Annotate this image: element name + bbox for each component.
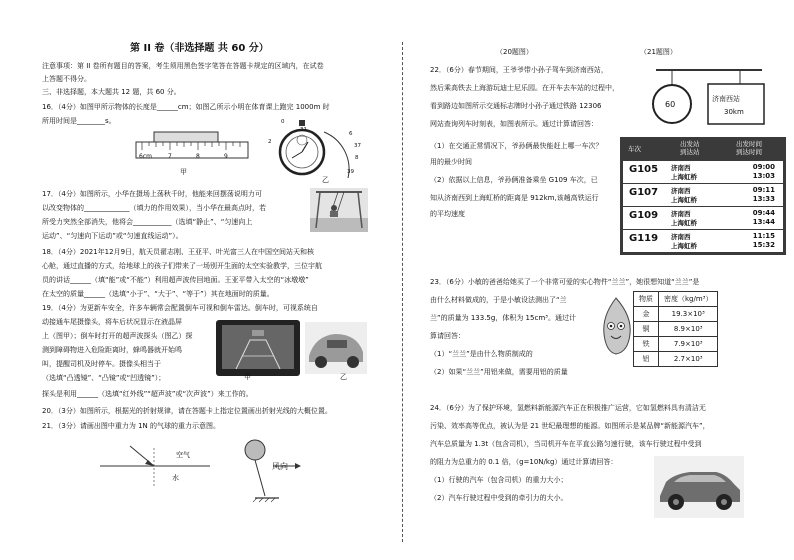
fig20-caption: （20题图） — [496, 48, 533, 56]
q17-line-3: 所受力突然全部消失，他将会___________（选填“静止”、“匀速向上 — [42, 218, 253, 226]
q22-line-3: 看到路边如图所示交通标志牌时小孙子通过铁路 12306 — [430, 102, 602, 110]
section-three: 三、非选择题，本大题共 12 题，共 60 分。 — [42, 88, 181, 96]
fig-label-yi: 乙 — [322, 176, 329, 184]
q23-line-4: 算请回答： — [430, 332, 465, 340]
q22-line-1: 22．（6分）春节期间，王爷爷带小孙子驾车到济南西站， — [430, 66, 608, 74]
fig21-caption: （21题图） — [640, 48, 677, 56]
q16-line-2: 所用时间是________s。 — [42, 117, 116, 125]
ruler-tick-6cm: 6cm — [139, 153, 152, 160]
q21-text: 21．（3分）请画出图中重力为 1N 的气球的重力示意图。 — [42, 422, 221, 430]
ruler-tick-8: 8 — [196, 153, 200, 160]
ruler-tick-9: 9 — [224, 153, 228, 160]
speed-limit: 60 — [665, 100, 676, 109]
dep-time: 09:00 — [752, 163, 775, 171]
rear-camera-photo — [216, 320, 300, 376]
train-code: G107 — [629, 187, 659, 198]
q19-line-5: 叫，提醒司机及时停车。摄像头相当于 — [42, 360, 161, 368]
to-station: 上海虹桥 — [671, 196, 697, 204]
suv-photo — [654, 456, 744, 518]
to-station: 上海虹桥 — [671, 219, 697, 227]
q17-line-2: 以改变物体的_____________（填力的作用效果），当小华在最高点时，若 — [42, 204, 266, 212]
train-timetable — [620, 137, 786, 255]
train-row[interactable] — [623, 230, 783, 252]
lanlan-mascot — [598, 296, 634, 358]
q22-line-4: 网站查询列车时刻表，如图表所示。通过计算请回答： — [430, 120, 598, 128]
density-table — [633, 291, 718, 367]
q18-line-2: 心舱，通过直播的方式，给地球上的孩子们带来了一场别开生面的太空实验教学，三位宇航 — [42, 262, 322, 270]
q19-line-7: 探头是利用______（选填“红外线”“超声波”或“次声波”）来工作的。 — [42, 390, 253, 398]
q23-line-2: 由什么材料做成的，于是小敏设法测出了“兰 — [430, 296, 567, 304]
q18-line-4: 在太空的质量______（选填“小于”、“大于”、“等于”）其在地面时的质量。 — [42, 290, 274, 298]
column-divider — [402, 42, 403, 542]
q19-line-6: （选填“凸透镜”、“凸镜”或“凹透镜”）； — [42, 374, 166, 382]
train-code: G109 — [629, 210, 659, 221]
from-station: 济南西 — [671, 164, 691, 172]
dens-value: 19.3×10³ — [659, 307, 718, 322]
q23-line-1: 23．（6分）小敏的爸爸给她买了一个非常可爱的实心物件“兰兰”，她很想知道“兰兰”是 — [430, 278, 700, 286]
to-station: 上海虹桥 — [671, 173, 697, 181]
dens-substance: 金 — [634, 307, 659, 322]
q18-line-3: 员的讲话______（填“能”或“不能”）利用超声波传回地面。王亚平带入太空的“冰墩墩” — [42, 276, 309, 284]
q19-line-2: 动接通车尾摄像头，将车后状况显示在液晶屏 — [42, 318, 182, 326]
train-row[interactable] — [623, 184, 783, 206]
small-label-yi: 乙 — [340, 373, 347, 381]
arr-time: 15:32 — [752, 241, 775, 249]
q23-1: （1）“兰兰”是由什么物质制成的 — [430, 350, 533, 358]
balloon-figure — [235, 436, 305, 506]
q20-text: 20．（3分）如图所示，根据光的折射规律，请在答题卡上指定位置画出折射光线的大概位置。 — [42, 407, 332, 415]
wind-label: 风向 — [272, 462, 288, 471]
watch-num-37: 37 — [354, 143, 361, 149]
q22-line-2: 然后乘高铁去上海游玩迪士尼乐园。在开车去车站的过程中， — [430, 84, 619, 92]
q24-1: （1）行驶的汽车（包含司机）的重力大小； — [430, 476, 568, 484]
dep-time: 11:15 — [752, 232, 775, 240]
section-title: 第 II 卷（非选择题 共 60 分） — [130, 43, 269, 54]
q22-2-line-1: （2）依据以上信息，爷孙俩准备乘坐 G109 车次，已 — [430, 176, 598, 184]
dens-header-substance: 物质 — [634, 292, 659, 307]
q22-2-line-2: 知从济南西到上海虹桥的距离是 912km,该趟高铁运行 — [430, 194, 599, 202]
arr-time: 13:03 — [752, 172, 775, 180]
sign-distance: 30km — [724, 108, 744, 116]
refraction-figure — [100, 440, 210, 500]
dens-substance: 铜 — [634, 322, 659, 337]
water-label: 水 — [172, 474, 179, 482]
q24-line-2: 污染、效率高等优点，被认为是 21 世纪最理想的能源。如图所示是某品牌“新能源汽车”， — [430, 422, 710, 430]
from-station: 济南西 — [671, 210, 691, 218]
dens-value: 8.9×10³ — [659, 322, 718, 337]
watch-num-8: 8 — [355, 155, 359, 161]
q23-2: （2）如果“兰兰”用铝来做，需要用铝的质量 — [430, 368, 568, 376]
q24-line-3: 汽车总质量为 1.3t（包含司机），当司机开车在平直公路匀速行驶，该车行驶过程中受到 — [430, 440, 702, 448]
traffic-sign-figure — [648, 64, 770, 130]
q19-line-4: 测到障碍物进入危险距离时，蜂鸣器就开始鸣 — [42, 346, 182, 354]
q22-1-line-2: 用的最少时间 — [430, 158, 472, 166]
q23-line-3: 兰”的质量为 133.5g，体积为 15cm³。通过计 — [430, 314, 576, 322]
q24-2: （2）汽车行驶过程中受到的牵引力的大小。 — [430, 494, 568, 502]
train-code: G119 — [629, 233, 659, 244]
dens-substance: 铁 — [634, 337, 659, 352]
q22-2-line-3: 的平均速度 — [430, 210, 465, 218]
dens-value: 2.7×10³ — [659, 352, 718, 367]
fig-label-jia: 甲 — [180, 168, 187, 176]
to-station: 上海虹桥 — [671, 242, 697, 250]
car-sensor-photo — [305, 322, 367, 374]
swing-photo — [310, 188, 368, 232]
q22-1-line-1: （1）在交通正常情况下，爷孙俩最快能赶上哪一车次？ — [430, 142, 603, 150]
dens-substance: 铝 — [634, 352, 659, 367]
q19-line-1: 19．（4分）为更新车安全，许多车辆常会配置倒车可视和倒车雷达。倒车时，可视系统自 — [42, 304, 318, 312]
watch-num-0: 0 — [281, 119, 285, 125]
from-station: 济南西 — [671, 187, 691, 195]
notice-line-2: 上答题不得分。 — [42, 75, 91, 83]
watch-num-6: 6 — [349, 131, 353, 137]
q17-line-4: 运动”、“匀速向下运动”或“匀速直线运动”）。 — [42, 232, 183, 240]
dens-header-density: 密度（kg/m³） — [659, 292, 718, 307]
small-label-jia: 甲 — [244, 373, 251, 381]
train-code: G105 — [629, 164, 659, 175]
q24-line-1: 24．（6分）为了保护环境，氢燃料新能源汽车正在积极推广运营，它如氢燃料具有清洁无 — [430, 404, 706, 412]
tt-header-time: 出发时间 到达时间 — [736, 140, 762, 156]
q18-line-1: 18．（4分）2021年12月9日，航天员翟志刚、王亚平、叶光富三人在中国空间站天和核 — [42, 248, 315, 256]
air-label: 空气 — [176, 451, 190, 459]
train-row[interactable] — [623, 161, 783, 183]
q17-line-1: 17．（4分）如图所示，小华在摄场上荡秋千时，他能来回摆荡说明力可 — [42, 190, 262, 198]
q16-line-1: 16．（4分）如图甲所示物体的长度是______cm；如图乙所示小明在体育课上跑完 1000m 时 — [42, 103, 330, 111]
sign-place: 济南西站 — [712, 95, 740, 103]
ruler-tick-7: 7 — [168, 153, 172, 160]
tt-header-station: 出发站 到达站 — [680, 140, 700, 156]
dens-value: 7.9×10³ — [659, 337, 718, 352]
tt-header-code: 车次 — [628, 145, 641, 153]
watch-num-31: 31 — [300, 127, 307, 133]
train-row[interactable] — [623, 207, 783, 229]
dep-time: 09:11 — [752, 186, 775, 194]
arr-time: 13:33 — [752, 195, 775, 203]
q24-line-4: 的阻力为总重力的 0.1 倍，（g=10N/kg）通过计算请回答： — [430, 458, 618, 466]
watch-num-2: 2 — [268, 139, 272, 145]
from-station: 济南西 — [671, 233, 691, 241]
measured-block — [154, 132, 218, 142]
notice-line-1: 注意事项：第 II 卷所有题目的答案，考生须用黑色签字笔答在答题卡规定的区域内，在试卷 — [42, 62, 324, 70]
arr-time: 13:44 — [752, 218, 775, 226]
q19-line-3: 上（图甲）；倒车时打开的超声波探头（图乙）探 — [42, 332, 193, 340]
watch-num-39: 39 — [347, 169, 354, 175]
dep-time: 09:44 — [752, 209, 775, 217]
